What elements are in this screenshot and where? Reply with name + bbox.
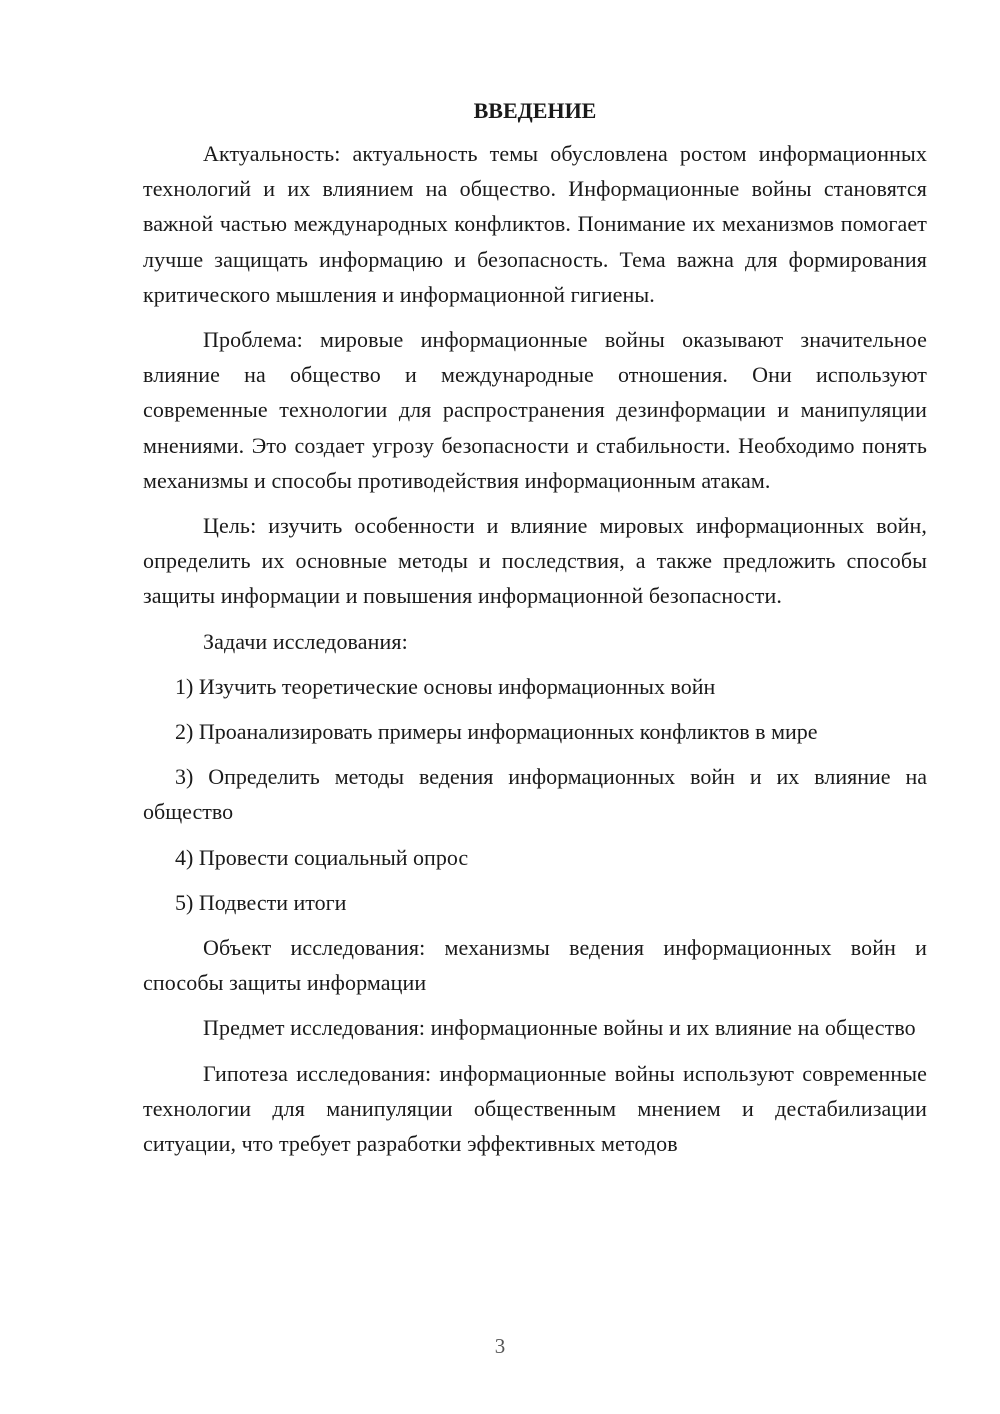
task-item-1: 1) Изучить теоретические основы информационных войн [175,673,716,699]
task-item-2: 2) Проанализировать примеры информационных конфликтов в мире [175,719,818,745]
hypothesis-paragraph: Гипотеза исследования: информационные войны используют современные технологии для манипуляции общественным мнением и дестабилизации ситуации, что требует разработки эффективных методов [143,1060,927,1157]
task-item-3: 3) Определить методы ведения информационных войн и их влияние на общество [143,764,927,825]
goal-paragraph: Цель: изучить особенности и влияние мировых информационных войн, определить их основные методы и последствия, а также предложить способы защиты информации и повышения информационной безопасности. [143,513,927,609]
section-heading: ВВЕДЕНИЕ [473,98,597,123]
task-item-4: 4) Провести социальный опрос [175,844,469,870]
problem-paragraph: Проблема: мировые информационные войны оказывают значительное влияние на общество и международные отношения. Они используют современные технологии для распространения дезинформации и манипуляции мнениями. Это создает угрозу безопасности и стабильности. Необходимо понять механизмы и способы противодействия информационным атакам. [143,327,927,493]
task-item-5: 5) Подвести итоги [175,889,347,915]
page-number: 3 [494,1334,506,1358]
subject-paragraph: Предмет исследования: информационные войны и их влияние на общество [203,1015,916,1041]
document-page [143,96,927,1171]
relevance-paragraph: Актуальность: актуальность темы обусловлена ростом информационных технологий и их влиянием на общество. Информационные войны становятся важной частью международных конфликтов. Понимание их механизмов помогает лучше защищать информацию и безопасность. Тема важна для формирования критического мышления и информационной гигиены. [143,141,927,307]
object-paragraph: Объект исследования: механизмы ведения информационных войн и способы защиты информации [143,935,927,996]
tasks-title: Задачи исследования: [203,628,408,654]
